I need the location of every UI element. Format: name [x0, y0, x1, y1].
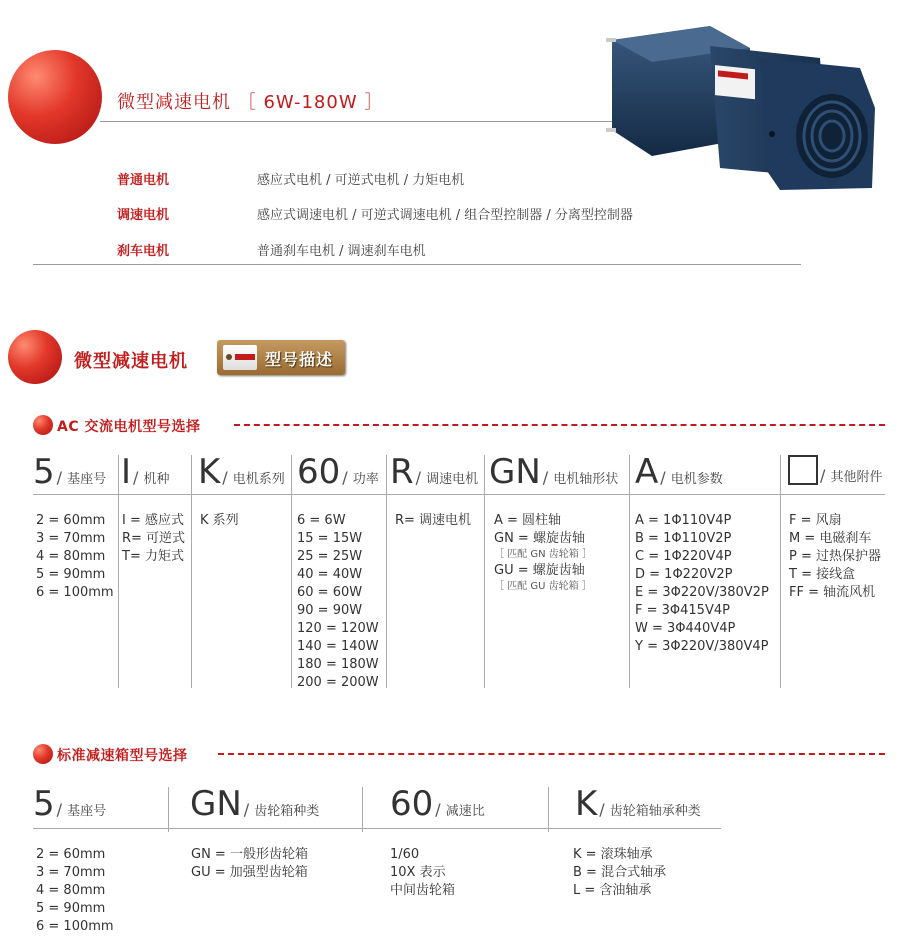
value-item: GU = 加强型齿轮箱 — [191, 865, 308, 880]
sub-circle-icon — [33, 415, 53, 435]
column-divider — [484, 455, 485, 688]
value-item: 25 = 25W — [297, 549, 363, 564]
badge-label: 型号描述 — [265, 350, 334, 369]
gear-code-type: GN / 齿轮箱种类 — [190, 784, 320, 824]
code-letter: 5 — [33, 452, 55, 492]
value-item: 4 = 80mm — [36, 883, 106, 898]
category-value: 感应式电机 / 可逆式电机 / 力矩电机 — [257, 173, 465, 188]
gear-code-ratio: 60 / 减速比 — [390, 784, 485, 824]
ac-values-speed — [395, 512, 471, 530]
code-label: 功率 — [352, 472, 379, 487]
ac-code-type: I / 机种 — [121, 452, 170, 492]
ac-section-title: AC 交流电机型号选择 — [57, 419, 201, 435]
header-divider — [33, 828, 721, 829]
ac-values-shaft — [494, 512, 592, 594]
ac-code-base: 5 / 基座号 — [33, 452, 107, 492]
code-letter: K — [198, 452, 221, 492]
code-letter: GN — [489, 452, 541, 492]
gear-values-ratio — [390, 846, 455, 900]
column-divider — [362, 787, 363, 832]
ac-values-series — [200, 512, 239, 530]
decorative-circle-large — [8, 50, 102, 144]
motor-image — [600, 18, 890, 198]
column-divider — [386, 455, 387, 688]
value-item: P = 过热保护器 — [789, 549, 881, 564]
value-item: FF = 轴流风机 — [789, 585, 876, 600]
value-item: L = 含油轴承 — [573, 883, 652, 898]
value-item: GN = 螺旋齿轴 — [494, 531, 585, 546]
sub-circle-icon — [33, 744, 53, 764]
ac-code-series: K / 电机系列 — [198, 452, 285, 492]
value-item: 6 = 6W — [297, 513, 346, 528]
value-item: 120 = 120W — [297, 621, 379, 636]
section-divider — [33, 264, 801, 265]
value-item: T = 接线盒 — [789, 567, 856, 582]
value-item: 6 = 100mm — [36, 585, 114, 600]
code-letter: 5 — [33, 784, 55, 824]
category-value: 普通刹车电机 / 调速刹车电机 — [257, 244, 426, 259]
empty-box-icon — [788, 455, 818, 485]
code-letter: 60 — [390, 784, 434, 824]
ac-values-type — [122, 512, 185, 566]
badge-chip — [223, 345, 257, 370]
ac-code-speed: R / 调速电机 — [390, 452, 479, 492]
value-item: 中间齿轮箱 — [390, 883, 456, 898]
value-item: W = 3Φ440V4P — [635, 621, 736, 636]
header-divider — [33, 494, 885, 495]
gear-code-base: 5 / 基座号 — [33, 784, 107, 824]
value-item: GU = 螺旋齿轴 — [494, 563, 585, 578]
column-divider — [118, 455, 119, 688]
category-row-brake — [0, 240, 900, 264]
decorative-circle-medium — [8, 330, 62, 384]
category-name: 刹车电机 — [117, 244, 170, 259]
gear-section-title: 标准减速箱型号选择 — [57, 748, 188, 764]
ac-code-accessory: / 其他附件 — [788, 455, 883, 485]
ac-values-accessory — [789, 512, 881, 602]
value-item: K 系列 — [200, 513, 239, 528]
dashed-divider — [234, 424, 885, 426]
gear-values-base — [36, 846, 114, 936]
value-item: K = 滚珠轴承 — [573, 847, 653, 862]
gear-values-type — [191, 846, 308, 882]
page-title: 微型减速电机 ［ 6W-180W ］ — [117, 92, 384, 113]
value-item: 40 = 40W — [297, 567, 363, 582]
value-item: I = 感应式 — [122, 513, 184, 528]
ac-code-shaft: GN / 电机轴形状 — [489, 452, 619, 492]
code-label: 齿轮箱轴承种类 — [609, 804, 701, 819]
value-note: ［ 匹配 GU 齿轮箱 ］ — [494, 581, 592, 592]
code-letter: I — [121, 452, 132, 492]
value-item: 60 = 60W — [297, 585, 363, 600]
column-divider — [780, 455, 781, 688]
value-item: B = 混合式轴承 — [573, 865, 667, 880]
category-name: 调速电机 — [117, 208, 170, 223]
value-item: T= 力矩式 — [122, 549, 184, 564]
code-letter: K — [575, 784, 598, 824]
value-item: 5 = 90mm — [36, 567, 106, 582]
value-item: M = 电磁刹车 — [789, 531, 872, 546]
value-item: 15 = 15W — [297, 531, 363, 546]
value-note: ［ 匹配 GN 齿轮箱 ］ — [494, 549, 592, 560]
code-label: 其他附件 — [830, 470, 883, 485]
value-item: B = 1Φ110V2P — [635, 531, 732, 546]
code-letter: R — [390, 452, 414, 492]
value-item: 90 = 90W — [297, 603, 363, 618]
code-label: 齿轮箱种类 — [254, 804, 320, 819]
value-item: Y = 3Φ220V/380V4P — [635, 639, 769, 654]
code-label: 机种 — [143, 472, 170, 487]
value-item: R= 可逆式 — [122, 531, 186, 546]
value-item: E = 3Φ220V/380V2P — [635, 585, 769, 600]
model-description-badge — [217, 340, 345, 375]
value-item: D = 1Φ220V2P — [635, 567, 733, 582]
category-name: 普通电机 — [117, 173, 170, 188]
code-letter: A — [635, 452, 659, 492]
ac-code-power: 60 / 功率 — [297, 452, 379, 492]
value-item: 5 = 90mm — [36, 901, 106, 916]
column-divider — [629, 455, 630, 688]
code-letter: 60 — [297, 452, 341, 492]
category-value: 感应式调速电机 / 可逆式调速电机 / 组合型控制器 / 分离型控制器 — [257, 208, 633, 223]
code-letter: GN — [190, 784, 242, 824]
column-divider — [168, 787, 169, 832]
column-divider — [548, 787, 549, 832]
value-item: 2 = 60mm — [36, 513, 106, 528]
value-item: 4 = 80mm — [36, 549, 106, 564]
ac-values-power — [297, 512, 379, 692]
value-item: 140 = 140W — [297, 639, 379, 654]
code-label: 电机轴形状 — [553, 472, 619, 487]
value-item: 200 = 200W — [297, 675, 379, 690]
value-item: A = 圆柱轴 — [494, 513, 562, 528]
value-item: F = 风扇 — [789, 513, 842, 528]
code-label: 调速电机 — [426, 472, 479, 487]
value-item: 6 = 100mm — [36, 919, 114, 934]
dashed-divider — [218, 753, 885, 755]
code-label: 减速比 — [445, 804, 485, 819]
value-item: 3 = 70mm — [36, 531, 106, 546]
badge-dot-icon — [226, 354, 232, 360]
column-divider — [291, 455, 292, 688]
column-divider — [191, 455, 192, 688]
value-item: 3 = 70mm — [36, 865, 106, 880]
gear-values-bearing — [573, 846, 666, 900]
ac-values-base — [36, 512, 114, 602]
value-item: 1/60 — [390, 847, 420, 862]
gear-code-bearing: K / 齿轮箱轴承种类 — [575, 784, 701, 824]
ac-values-params — [635, 512, 769, 656]
code-label: 基座号 — [67, 472, 107, 487]
code-label: 基座号 — [67, 804, 107, 819]
value-item: GN = 一般形齿轮箱 — [191, 847, 308, 862]
code-label: 电机系列 — [232, 472, 285, 487]
value-item: 10X 表示 — [390, 865, 446, 880]
code-label: 电机参数 — [670, 472, 723, 487]
section-title: 微型减速电机 — [74, 351, 188, 372]
value-item: C = 1Φ220V4P — [635, 549, 732, 564]
ac-code-params: A / 电机参数 — [635, 452, 723, 492]
value-item: A = 1Φ110V4P — [635, 513, 732, 528]
value-item: 2 = 60mm — [36, 847, 106, 862]
brand-logo-icon — [235, 354, 255, 360]
value-item: 180 = 180W — [297, 657, 379, 672]
value-item: F = 3Φ415V4P — [635, 603, 730, 618]
value-item: R= 调速电机 — [395, 513, 472, 528]
category-row-speed — [0, 204, 900, 228]
